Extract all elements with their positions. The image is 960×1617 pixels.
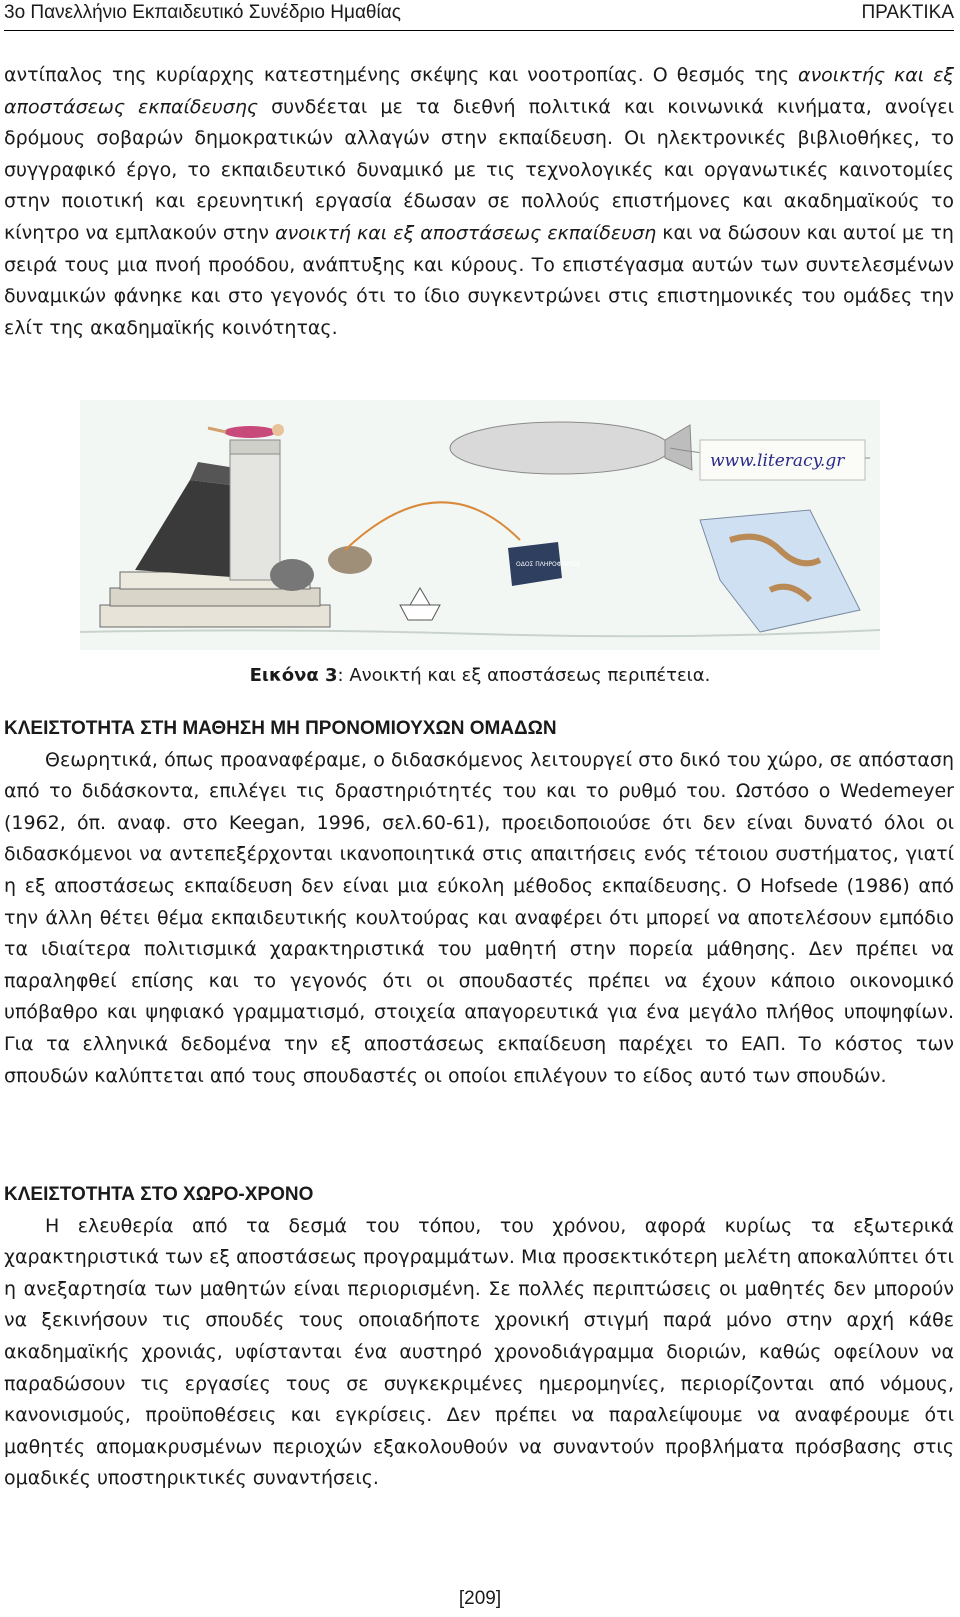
caption-text: : Ανοικτή και εξ αποστάσεως περιπέτεια.	[337, 665, 711, 686]
blimp-banner-text: www.literacy.gr	[710, 451, 845, 471]
header-section-label: ΠΡΑΚΤΙΚΑ	[861, 2, 954, 23]
section-body: Θεωρητικά, όπως προαναφέραμε, ο διδασκόμενος λειτουργεί στο δικό του χώρο, σε απόσταση από το διδάσκοντα, επιλέγει τις δραστηριότητές του και το ρυθμό του. Ωστόσο ο Wedemeyer (1962, όπ. αναφ. στο Keegan, 1996, σελ.60-61), προειδοποιούσε ότι δεν είναι δυνατό όλοι οι διδασκόμενοι να αντεπεξέρχονται ικανοποιητικά στις απαιτήσεις ενός τέτοιου συστήματος, γιατί η εξ αποστάσεως εκπαίδευση δεν είναι μια εύκολη μέθοδος εκπαίδευσης. Ο Hofsede (1986) από την άλλη θέτει θέμα εκπαιδευτικής κουλτούρας και αναφέρει ότι μπορεί να αποτελέσουν εμπόδιο τα ιδιαίτερα πολιτισμικά χαρακτηριστικά του μαθητή στην πορεία μάθησης. Δεν πρέπει να παραληφθεί επίσης και το γεγονός ότι οι σπουδαστές πρέπει να έχουν κάποιο οικονομικό υπόβαθρο και ψηφιακό γραμματισμό, στοιχεία απαγορευτικά για ένα μεγάλο πλήθος υποψηφίων. Για τα ελληνικά δεδομένα την εξ αποστάσεως εκπαίδευση παρέχει το ΕΑΠ. Το κόστος των σπουδών καλύπτεται από τους σπουδαστές οι οποίοι επιλέγουν το είδος αυτό των σπουδών.	[4, 748, 954, 1087]
intro-emphasis-1: ανοικτής και εξ αποστάσεως εκπαίδευσης	[4, 64, 954, 118]
section-closedness-space-time	[4, 1179, 954, 1495]
section-heading: ΚΛΕΙΣΤΟΤΗΤΑ ΣΤΟ ΧΩΡΟ-ΧΡΟΝΟ	[4, 1184, 314, 1205]
figure-caption	[0, 663, 960, 689]
section-closedness-underprivileged	[4, 713, 954, 1092]
running-header	[4, 0, 954, 31]
intro-text-3: και να δώσουν και αυτοί με τη σειρά τους μια πνοή προόδου, ανάπτυξης και κύρους. Το επιστέγασμα αυτών των συντελεσμένων δυναμικών φάνηκε και στο γεγονός ότι το ίδιο συγκεντρώνει στις επιστημονικές του ομάδες την ελίτ της ακαδημαϊκής κοινότητας.	[4, 221, 954, 339]
page-number: [209]	[458, 1588, 502, 1609]
intro-text-2: συνδέεται με τα διεθνή πολιτικά και κοινωνικά κινήματα, ανοίγει δρόμους σοβαρών δημοκρατικών αλλαγών στην εκπαίδευση. Οι ηλεκτρονικές βιβλιοθήκες, το συγγραφικό έργο, το εκπαιδευτικό δυναμικό με τις τεχνολογικές και οργανωτικές καινοτομίες στην ποιοτική και ερευνητική εργασία έδωσαν σε πολλούς επιστήμονες και ακαδημαϊκούς το κίνητρο να εμπλακούν στην	[4, 95, 954, 244]
figure-illustration	[80, 400, 880, 650]
section-body: Η ελευθερία από τα δεσμά του τόπου, του χρόνου, αφορά κυρίως τα εξωτερικά χαρακτηριστικά των εξ αποστάσεως προγραμμάτων. Μια προσεκτικότερη μελέτη αποκαλύπτει ότι η ανεξαρτησία των μαθητών είναι περιορισμένη. Σε πολλές περιπτώσεις οι μαθητές δεν μπορούν να ξεκινήσουν τις σπουδές τους οποιαδήποτε χρονική στιγμή παρά μόνο στην αρχή κάθε ακαδημαϊκής χρονιάς, υφίστανται ένα αυστηρό χρονοδιάγραμμα διοριών, καθώς οφείλουν να παραδώσουν τις εργασίες τους σε συγκεκριμένες ημερομηνίες, περιορίζονται από νόμους, κανονισμούς, προϋποθέσεις και εγκρίσεις. Δεν πρέπει να παραλείψουμε να αναφέρουμε ότι μαθητές απομακρυσμένων περιοχών εξακολουθούν να συναντούν προβλήματα πρόσβασης στις ομαδικές υποστηρικτικές συναντήσεις.	[4, 1214, 954, 1490]
info-box-label: ΟΔΟΣ ΠΛΗΡΟΦΟΡΙΩΝ	[516, 561, 581, 568]
header-conference-title: 3ο Πανελλήνιο Εκπαιδευτικό Συνέδριο Ημαθίας	[4, 2, 401, 23]
section-heading: ΚΛΕΙΣΤΟΤΗΤΑ ΣΤΗ ΜΑΘΗΣΗ ΜΗ ΠΡΟΝΟΜΙΟΥΧΩΝ ΟΜΑΔΩΝ	[4, 718, 557, 739]
caption-label: Εικόνα 3	[249, 665, 338, 686]
intro-paragraph	[4, 60, 954, 344]
adventure-illustration	[80, 400, 880, 650]
intro-emphasis-2: ανοικτή και εξ αποστάσεως εκπαίδευση	[275, 221, 657, 244]
intro-text-1: αντίπαλος της κυρίαρχης κατεστημένης σκέψης και νοοτροπίας. Ο θεσμός της	[4, 64, 799, 86]
